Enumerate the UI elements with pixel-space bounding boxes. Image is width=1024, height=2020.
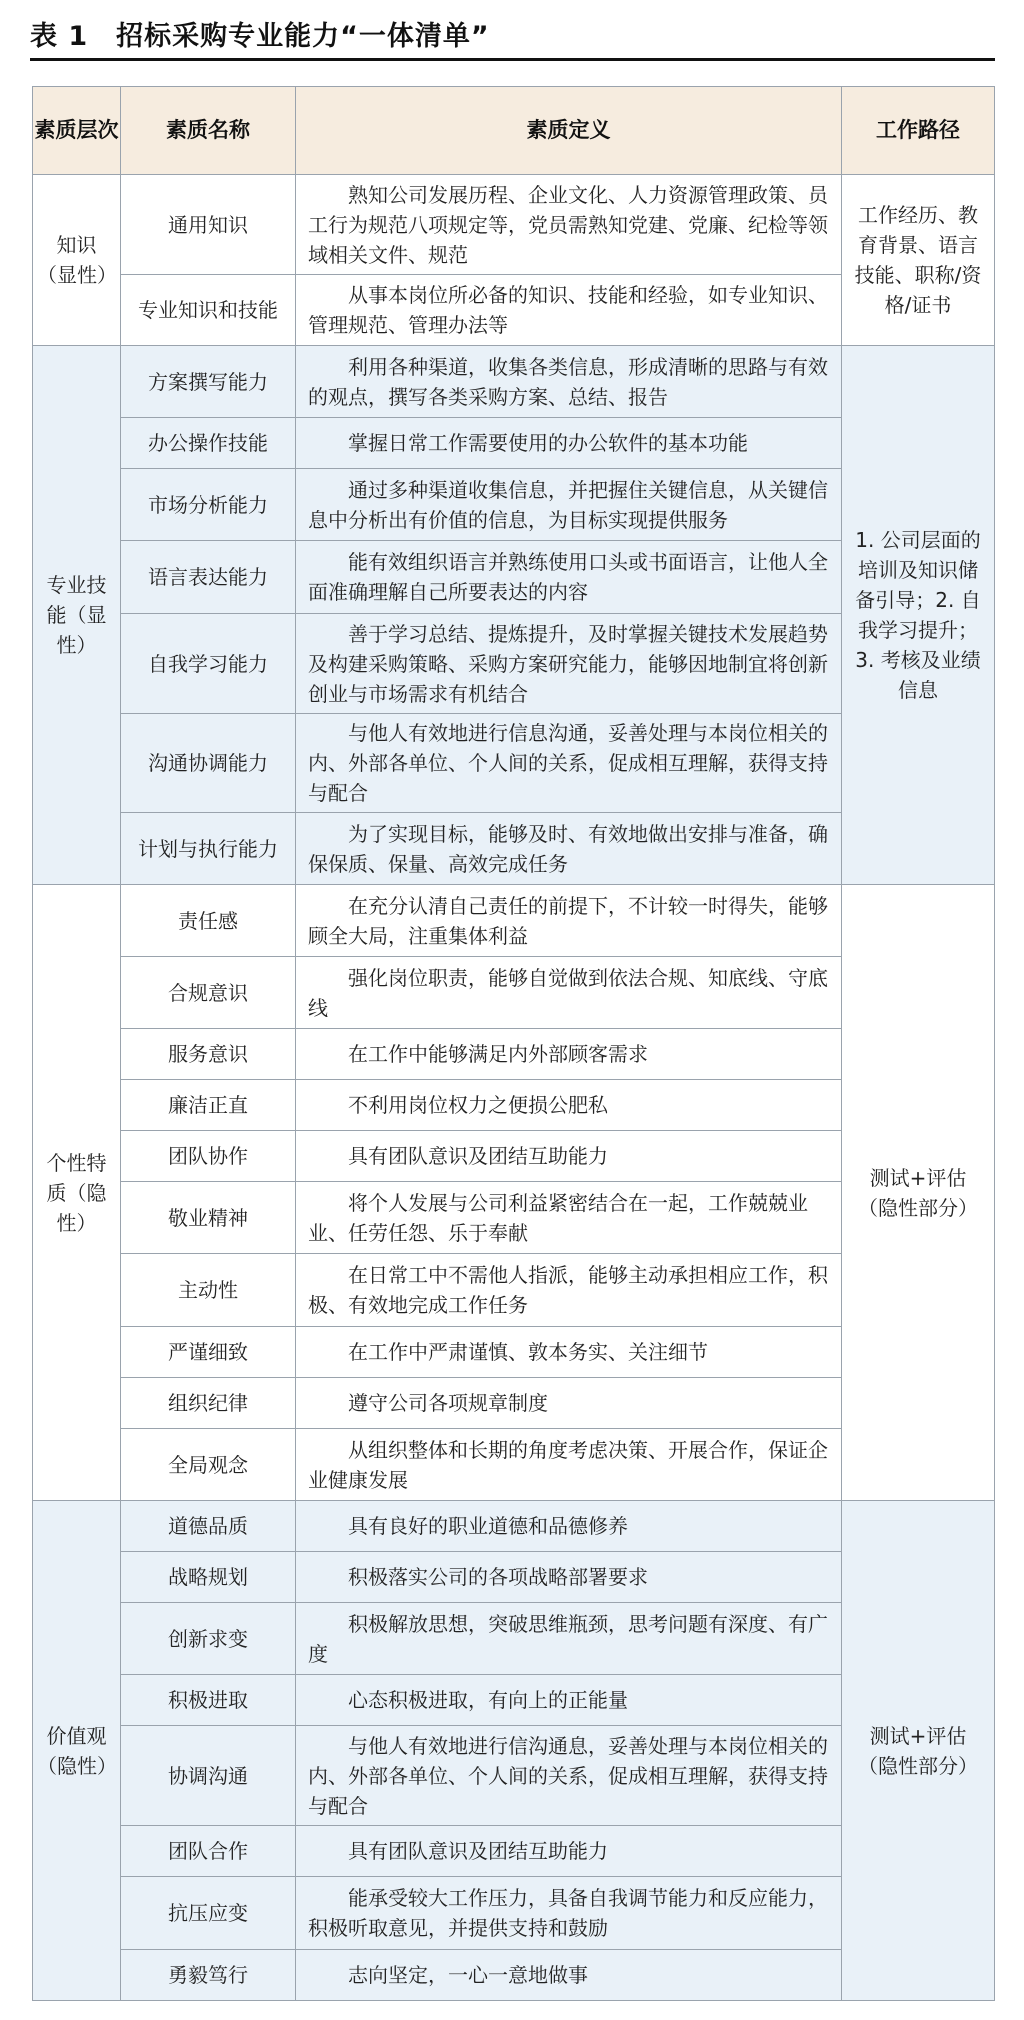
- competency-definition: 将个人发展与公司利益紧密结合在一起，工作兢兢业业、任劳任怨、乐于奉献: [296, 1182, 842, 1254]
- competency-name: 合规意识: [121, 957, 296, 1029]
- competency-name: 组织纪律: [121, 1378, 296, 1429]
- table-row: [33, 175, 995, 275]
- work-path: 测试+评估（隐性部分）: [842, 1501, 995, 2001]
- competency-table: [32, 86, 995, 2001]
- competency-name: 团队协作: [121, 1131, 296, 1182]
- competency-name: 协调沟通: [121, 1726, 296, 1826]
- competency-name: 勇毅笃行: [121, 1950, 296, 2001]
- competency-name: 服务意识: [121, 1029, 296, 1080]
- competency-definition: 善于学习总结、提炼提升，及时掌握关键技术发展趋势及构建采购策略、采购方案研究能力，能够因地制宜将创新创业与市场需求有机结合: [296, 614, 842, 714]
- competency-definition: 积极落实公司的各项战略部署要求: [296, 1552, 842, 1603]
- competency-name: 团队合作: [121, 1826, 296, 1877]
- competency-name: 沟通协调能力: [121, 714, 296, 813]
- competency-name: 严谨细致: [121, 1327, 296, 1378]
- work-path: 1. 公司层面的培训及知识储备引导；2. 自我学习提升；3. 考核及业绩信息: [842, 346, 995, 885]
- competency-name: 语言表达能力: [121, 541, 296, 614]
- competency-name: 道德品质: [121, 1501, 296, 1552]
- competency-definition: 与他人有效地进行信息沟通，妥善处理与本岗位相关的内、外部各单位、个人间的关系，促成相互理解，获得支持与配合: [296, 714, 842, 813]
- group-level: 专业技能（显性）: [33, 346, 121, 885]
- competency-definition: 利用各种渠道，收集各类信息，形成清晰的思路与有效的观点，撰写各类采购方案、总结、报告: [296, 346, 842, 418]
- competency-definition: 与他人有效地进行信沟通息，妥善处理与本岗位相关的内、外部各单位、个人间的关系，促成相互理解，获得支持与配合: [296, 1726, 842, 1826]
- competency-name: 专业知识和技能: [121, 275, 296, 346]
- title-rule: [30, 58, 995, 61]
- competency-definition: 为了实现目标，能够及时、有效地做出安排与准备，确保保质、保量、高效完成任务: [296, 813, 842, 885]
- competency-definition: 在充分认清自己责任的前提下，不计较一时得失，能够顾全大局，注重集体利益: [296, 885, 842, 957]
- competency-definition: 强化岗位职责，能够自觉做到依法合规、知底线、守底线: [296, 957, 842, 1029]
- header-row: [33, 87, 995, 175]
- competency-definition: 志向坚定，一心一意地做事: [296, 1950, 842, 2001]
- competency-definition: 积极解放思想，突破思维瓶颈，思考问题有深度、有广度: [296, 1603, 842, 1675]
- competency-definition: 具有团队意识及团结互助能力: [296, 1131, 842, 1182]
- header-level: 素质层次: [33, 87, 121, 175]
- work-path: 工作经历、教育背景、语言技能、职称/资格/证书: [842, 175, 995, 346]
- header-definition: 素质定义: [296, 87, 842, 175]
- table-title: 表 1 招标采购专业能力“一体清单”: [30, 21, 490, 52]
- competency-definition: 心态积极进取，有向上的正能量: [296, 1675, 842, 1726]
- competency-name: 责任感: [121, 885, 296, 957]
- competency-name: 廉洁正直: [121, 1080, 296, 1131]
- competency-definition: 在日常工中不需他人指派，能够主动承担相应工作，积极、有效地完成工作任务: [296, 1254, 842, 1327]
- competency-name: 办公操作技能: [121, 418, 296, 469]
- group-level: 知识（显性）: [33, 175, 121, 346]
- table-row: [33, 346, 995, 418]
- competency-definition: 能承受较大工作压力，具备自我调节能力和反应能力，积极听取意见，并提供支持和鼓励: [296, 1877, 842, 1950]
- competency-definition: 不利用岗位权力之便损公肥私: [296, 1080, 842, 1131]
- competency-name: 创新求变: [121, 1603, 296, 1675]
- table-row: [33, 1501, 995, 1552]
- table-body: [33, 175, 995, 2001]
- group-level: 价值观（隐性）: [33, 1501, 121, 2001]
- header-name: 素质名称: [121, 87, 296, 175]
- work-path: 测试+评估（隐性部分）: [842, 885, 995, 1501]
- competency-definition: 能有效组织语言并熟练使用口头或书面语言，让他人全面准确理解自己所要表达的内容: [296, 541, 842, 614]
- table-row: [33, 885, 995, 957]
- competency-name: 通用知识: [121, 175, 296, 275]
- competency-definition: 具有良好的职业道德和品德修养: [296, 1501, 842, 1552]
- competency-name: 市场分析能力: [121, 469, 296, 541]
- competency-definition: 从事本岗位所必备的知识、技能和经验，如专业知识、管理规范、管理办法等: [296, 275, 842, 346]
- competency-name: 抗压应变: [121, 1877, 296, 1950]
- competency-definition: 具有团队意识及团结互助能力: [296, 1826, 842, 1877]
- competency-name: 主动性: [121, 1254, 296, 1327]
- competency-name: 敬业精神: [121, 1182, 296, 1254]
- competency-definition: 在工作中严肃谨慎、敦本务实、关注细节: [296, 1327, 842, 1378]
- competency-definition: 熟知公司发展历程、企业文化、人力资源管理政策、员工行为规范八项规定等，党员需熟知党建、党廉、纪检等领域相关文件、规范: [296, 175, 842, 275]
- header-path: 工作路径: [842, 87, 995, 175]
- competency-definition: 遵守公司各项规章制度: [296, 1378, 842, 1429]
- competency-name: 自我学习能力: [121, 614, 296, 714]
- competency-name: 战略规划: [121, 1552, 296, 1603]
- group-level: 个性特质（隐性）: [33, 885, 121, 1501]
- competency-definition: 通过多种渠道收集信息，并把握住关键信息，从关键信息中分析出有价值的信息，为目标实现提供服务: [296, 469, 842, 541]
- competency-definition: 从组织整体和长期的角度考虑决策、开展合作，保证企业健康发展: [296, 1429, 842, 1501]
- competency-definition: 在工作中能够满足内外部顾客需求: [296, 1029, 842, 1080]
- competency-name: 计划与执行能力: [121, 813, 296, 885]
- competency-name: 方案撰写能力: [121, 346, 296, 418]
- competency-name: 积极进取: [121, 1675, 296, 1726]
- competency-definition: 掌握日常工作需要使用的办公软件的基本功能: [296, 418, 842, 469]
- competency-name: 全局观念: [121, 1429, 296, 1501]
